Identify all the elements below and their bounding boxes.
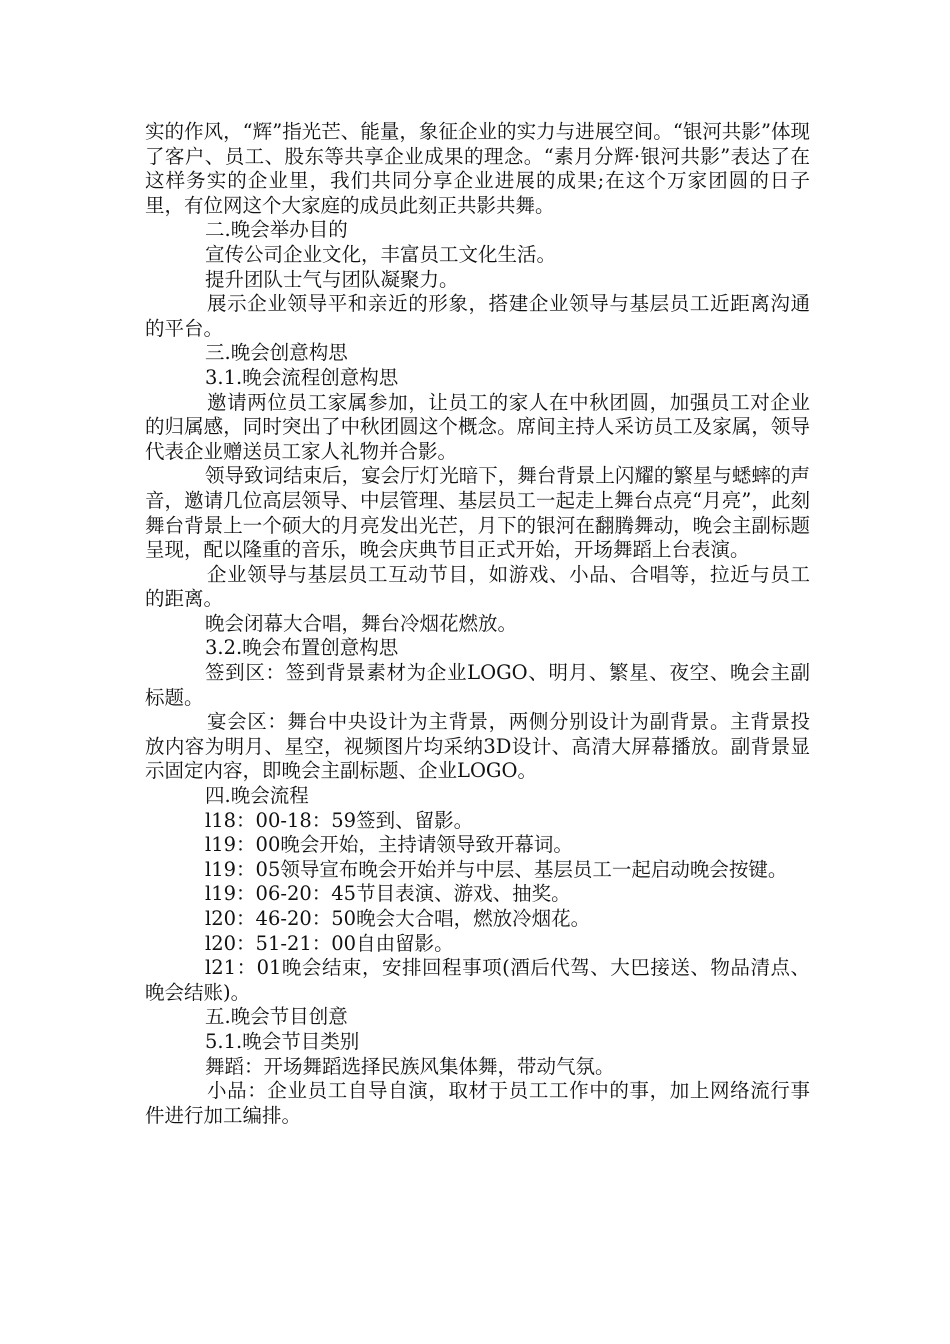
section-heading-5: 五.晚会节目创意 <box>205 1005 348 1029</box>
paragraph: 宣传公司企业文化，丰富员工文化生活。 <box>205 242 557 266</box>
paragraph: 展示企业领导平和亲近的形象，搭建企业领导与基层员工近距离沟通的平台。 <box>145 292 810 340</box>
paragraph: 领导致词结束后，宴会厅灯光暗下，舞台背景上闪耀的繁星与蟋蟀的声音，邀请几位高层领导、中层管理、基层员工一起走上舞台点亮“月亮”，此刻舞台背景上一个硕大的月亮发出光芒，月下的银河在翻腾舞动，晚会主副标题呈现，配以隆重的音乐，晚会庆典节目正式开始，开场舞蹈上台表演。 <box>145 464 810 562</box>
paragraph: 晚会闭幕大合唱，舞台冷烟花燃放。 <box>205 611 518 635</box>
paragraph-intro-continued: 实的作风，“辉”指光芒、能量，象征企业的实力与进展空间。“银河共影”体现了客户、员工、股东等共享企业成果的理念。“素月分辉·银河共影”表达了在这样务实的企业里，我们共同分享企业进展的成果;在这个万家团圆的日子里，有位网这个大家庭的成员此刻正共影共舞。 <box>145 120 810 217</box>
section-heading-3: 三.晚会创意构思 <box>205 341 348 365</box>
section-heading-2: 二.晚会举办目的 <box>205 218 348 242</box>
paragraph: 宴会区：舞台中央设计为主背景，两侧分别设计为副背景。主背景投放内容为明月、星空，视频图片均采纳3D设计、高清大屏幕播放。副背景显示固定内容，即晚会主副标题、企业LOGO。 <box>145 710 810 783</box>
schedule-item: l21：01晚会结束，安排回程事项(酒后代驾、大巴接送、物品清点、晚会结账)。 <box>145 956 810 1004</box>
subsection-heading-3-2: 3.2.晚会布置创意构思 <box>205 636 399 660</box>
paragraph: 签到区：签到背景素材为企业LOGO、明月、繁星、夜空、晚会主副标题。 <box>145 661 810 709</box>
schedule-item: l19：05领导宣布晚会开始并与中层、基层员工一起启动晚会按键。 <box>205 857 788 881</box>
schedule-item: l20：51-21：00自由留影。 <box>205 931 454 955</box>
schedule-item: l19：06-20：45节目表演、游戏、抽奖。 <box>205 882 571 906</box>
subsection-heading-5-1: 5.1.晚会节目类别 <box>205 1029 360 1053</box>
paragraph: 提升团队士气与团队凝聚力。 <box>205 267 459 291</box>
paragraph: 舞蹈：开场舞蹈选择民族风集体舞，带动气氛。 <box>205 1054 615 1078</box>
schedule-item: l20：46-20：50晚会大合唱，燃放冷烟花。 <box>205 907 591 930</box>
section-heading-4: 四.晚会流程 <box>205 784 309 808</box>
paragraph: 邀请两位员工家属参加，让员工的家人在中秋团圆，加强员工对企业的归属感，同时突出了中秋团圆这个概念。席间主持人采访员工及家属，领导代表企业赠送员工家人礼物并合影。 <box>145 390 810 463</box>
paragraph: 小品：企业员工自导自演，取材于员工工作中的事，加上网络流行事件进行加工编排。 <box>145 1079 810 1127</box>
document-page <box>145 120 810 1128</box>
paragraph: 企业领导与基层员工互动节目，如游戏、小品、合唱等，拉近与员工的距离。 <box>145 562 810 611</box>
schedule-item: l19：00晚会开始，主持请领导致开幕词。 <box>205 833 573 857</box>
subsection-heading-3-1: 3.1.晚会流程创意构思 <box>205 365 399 389</box>
schedule-item: l18：00-18：59签到、留影。 <box>205 808 474 832</box>
